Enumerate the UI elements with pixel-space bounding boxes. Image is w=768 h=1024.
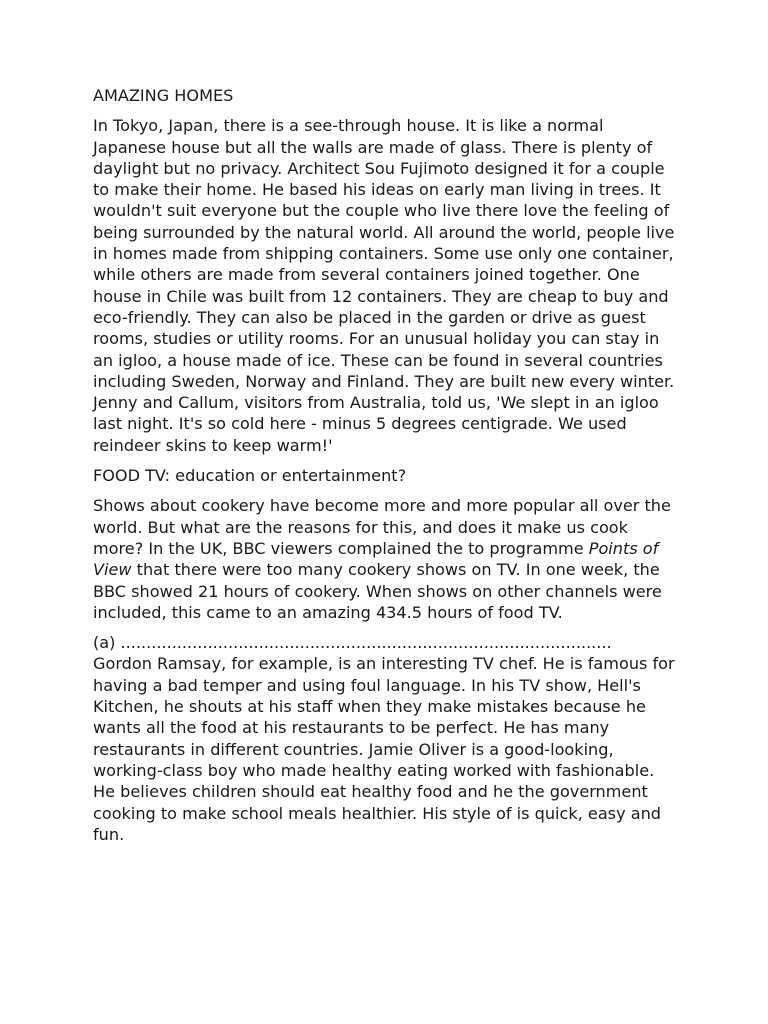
paragraph-tv-chefs-text: Gordon Ramsay, for example, is an interesting TV chef. He is famous for having a bad temper and using foul language. In his TV show, Hell's Kitchen, he shouts at his staff when they make mistakes because he wants all the food at his restaurants to be perfect. He has many restaurants in different countries. Jamie Oliver is a good-looking, working-class boy who made healthy eating worked with fashionable. He believes children should eat healthy food and he the government cooking to make school meals healthier. His style of is quick, easy and fun. [93,654,675,844]
paragraph-amazing-homes: In Tokyo, Japan, there is a see-through house. It is like a normal Japanese house but all the walls are made of glass. There is plenty of daylight but no privacy. Architect Sou Fujimoto designed it for a couple to make their home. He based his ideas on early man living in trees. It wouldn't suit everyone but the couple who live there love the feeling of being surrounded by the natural world. All around the world, people live in homes made from shipping containers. Some use only one container, while others are made from several containers joined together. One house in Chile was built from 12 containers. They are cheap to buy and eco-friendly. They can also be placed in the garden or drive as guest rooms, studies or utility rooms. For an unusual holiday you can stay in an igloo, a house made of ice. These can be found in several countries including Sweden, Norway and Finland. They are built new every winter. Jenny and Callum, visitors from Australia, told us, 'We slept in an igloo last night. It's so cold here - minus 5 degrees centigrade. We used reindeer skins to keep warm!' [93,116,675,455]
paragraph-tv-chefs [93,632,680,845]
section-title-amazing-homes: AMAZING HOMES [93,86,234,105]
programme-title-italic: Points of View [93,538,659,580]
section-title-food-tv: FOOD TV: education or entertainment? [93,466,407,486]
paragraph-food-tv-text-1: Shows about cookery have become more and more popular all over the world. But what are the reasons for this, and does it make us cook more? In the UK, BBC viewers complained the to programme [93,496,671,558]
paragraph-food-tv-text-2: that there were too many cookery shows on TV. In one week, the BBC showed 21 hours of cookery. When shows on other channels were included, this came to an amazing 434.5 hours of food TV. [93,560,662,622]
gap-label-a: (a) ................................................................................................ [93,633,612,653]
paragraph-food-tv [93,495,680,623]
